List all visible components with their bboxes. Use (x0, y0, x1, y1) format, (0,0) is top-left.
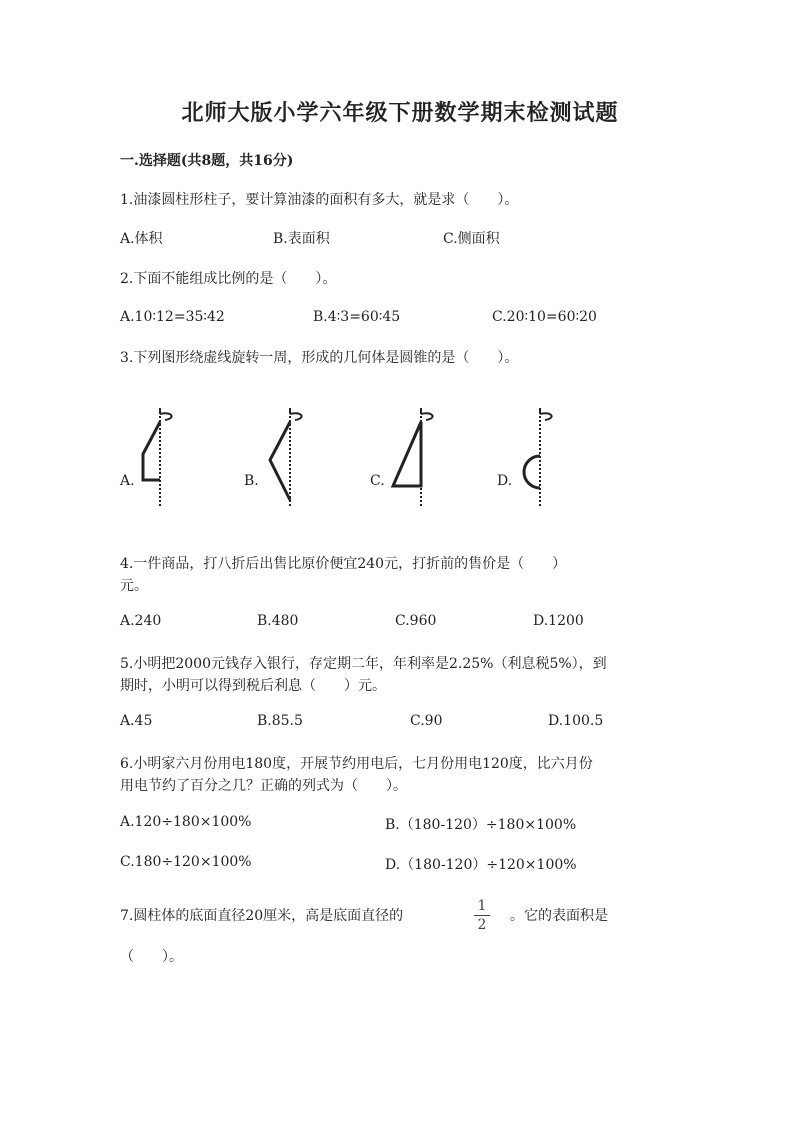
page-title: 北师大版小学六年级下册数学期末检测试题 (181, 100, 619, 126)
question-7-stem-line2: （ ）。 (120, 949, 183, 965)
q3-option-b[interactable]: B. (244, 473, 259, 489)
fraction-numerator: 1 (477, 898, 487, 914)
q4-option-b[interactable]: B.480 (257, 613, 299, 629)
fraction-one-half (472, 898, 492, 933)
question-5-stem-line2: 期时，小明可以得到税后利息（ ）元。 (120, 678, 386, 694)
q5-option-b[interactable]: B.85.5 (257, 713, 303, 729)
question-3-stem: 3.下列图形绕虚线旋转一周，形成的几何体是圆锥的是（ ）。 (120, 350, 519, 366)
fraction-bar (474, 915, 490, 916)
q5-option-c[interactable]: C.90 (410, 713, 443, 729)
question-2-stem: 2.下面不能组成比例的是（ ）。 (120, 271, 337, 287)
q2-option-b[interactable]: B.4∶3=60∶45 (313, 309, 401, 325)
q3-figure-a (135, 400, 175, 510)
question-4-stem-line2: 元。 (120, 578, 148, 594)
fraction-denominator: 2 (477, 917, 487, 933)
q5-option-d[interactable]: D.100.5 (548, 713, 604, 729)
q4-option-a[interactable]: A.240 (120, 613, 162, 629)
q5-option-a[interactable]: A.45 (120, 713, 153, 729)
q3-option-a[interactable]: A. (120, 473, 135, 489)
q4-option-c[interactable]: C.960 (395, 613, 437, 629)
question-6-stem-line1: 6.小明家六月份用电180度，开展节约用电后，七月份用电120度，比六月份 (120, 756, 593, 772)
q2-option-a[interactable]: A.10∶12=35∶42 (120, 309, 225, 325)
question-7-stem-part2: 。它的表面积是 (510, 908, 608, 924)
q3-figure-c (385, 400, 430, 510)
section-heading: 一.选择题(共8题，共16分) (120, 153, 294, 169)
q3-figure-b (262, 400, 302, 510)
question-1-stem: 1.油漆圆柱形柱子，要计算油漆的面积有多大，就是求（ ）。 (120, 192, 519, 208)
q1-option-a[interactable]: A.体积 (120, 231, 163, 247)
question-4-stem-line1: 4.一件商品，打八折后出售比原价便宜240元，打折前的售价是（ ） (120, 556, 567, 572)
q1-option-c[interactable]: C.侧面积 (443, 231, 500, 247)
question-6-stem-line2: 用电节约了百分之几？正确的列式为（ ）。 (120, 778, 407, 794)
q4-option-d[interactable]: D.1200 (533, 613, 584, 629)
q3-option-c[interactable]: C. (370, 473, 385, 489)
q3-option-d[interactable]: D. (497, 473, 513, 489)
q6-option-a[interactable]: A.120÷180×100% (120, 814, 252, 830)
q2-option-c[interactable]: C.20∶10=60∶20 (492, 309, 597, 325)
q6-option-d[interactable]: D.（180-120）÷120×100% (385, 857, 577, 873)
q6-option-c[interactable]: C.180÷120×100% (120, 854, 252, 870)
question-5-stem-line1: 5.小明把2000元钱存入银行，存定期二年，年利率是2.25%（利息税5%），到 (120, 656, 607, 672)
question-7-stem-part1: 7.圆柱体的底面直径20厘米，高是底面直径的 (120, 908, 404, 924)
q3-figure-d (512, 400, 552, 510)
q1-option-b[interactable]: B.表面积 (273, 231, 330, 247)
q6-option-b[interactable]: B.（180-120）÷180×100% (385, 817, 577, 833)
